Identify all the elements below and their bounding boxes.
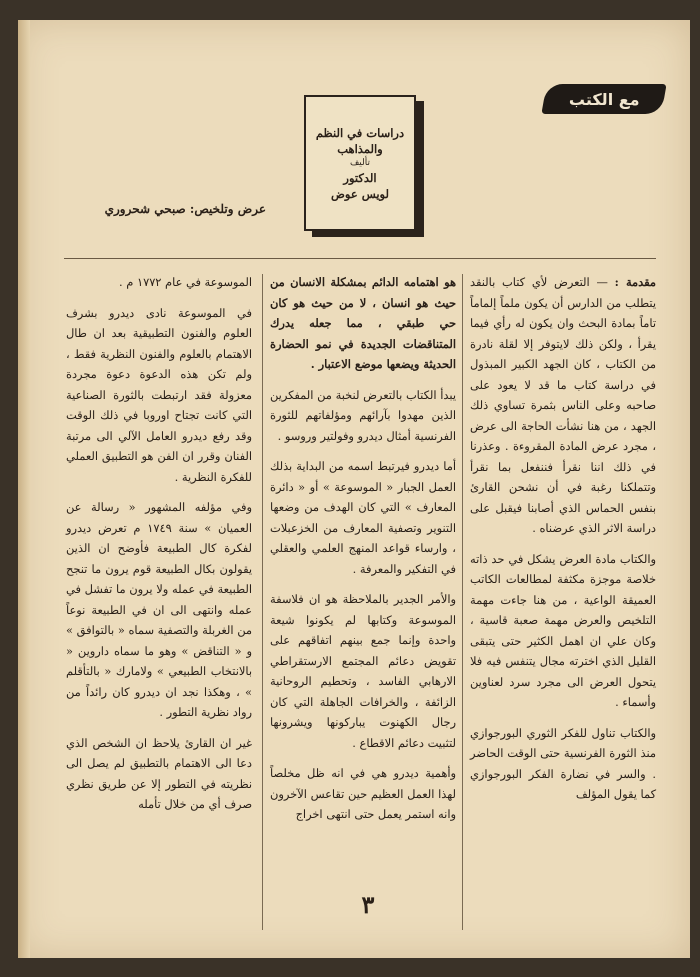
book-by: تأليف: [349, 157, 371, 168]
paragraph: وأهمية ديدرو هي في انه ظل مخلصاً لهذا العمل العظيم حين تقاعس الآخرون وانه استمر يعمل حتى انتهى اخراج: [270, 766, 456, 821]
header-divider: [64, 258, 656, 259]
binding-edge: [18, 20, 30, 958]
reviewer-credit: عرض وتلخيص: صبحي شحروري: [104, 202, 266, 216]
intro-label: مقدمة :: [614, 275, 656, 289]
column-middle: [270, 272, 456, 835]
book-illustration: [304, 95, 424, 235]
column-right: [470, 272, 656, 815]
column-separator: [262, 274, 263, 930]
paragraph: الموسوعة في عام ١٧٧٢ م .: [119, 275, 252, 289]
book-title-line-1: دراسات في النظم: [315, 125, 405, 140]
paragraph: أما ديدرو فيرتبط اسمه من البداية بذلك العمل الجبار « الموسوعة » أو « دائرة المعارف » التي كان الهدف من وضعها التنوير وتصفية المعارف من الخزعبلات ، وارساء قواعد المنهج العلمي والعقلي في التفكير والمعرفة .: [270, 459, 456, 576]
paragraph: والأمر الجدير بالملاحظة هو ان فلاسفة الموسوعة وكتابها لم يكونوا شيعة واحدة وإنما جمع بينهم اتفاقهم على تقويض دعائم المجتمع الارستقراطي الارهابي الفاسد ، وتحطيم الروحانية الزائفة ، والخرافات الجاهلة التي كان رجال الكهنوت يباركونها ويشرونها لتثبيت دعائم الاقطاع .: [270, 592, 456, 750]
paragraph: يبدأ الكتاب بالتعرض لنخبة من المفكرين الذين مهدوا بآرائهم ومؤلفاتهم للثورة الفرنسية أمثال ديدرو وفولتير وروسو .: [270, 387, 456, 443]
column-left: [66, 272, 252, 825]
paragraph: غير ان القارئ يلاحظ ان الشخص الذي دعا الى الاهتمام بالتطبيق لم يصل الى نظريته في التطور إلا عن طريق نظري صرف أي من خلال تأمله: [66, 735, 252, 811]
column-separator: [462, 274, 463, 930]
paragraph-bold: هو اهتمامه الدائم بمشكلة الانسان من حيث هو انسان ، لا من حيث هو كان حي طبقي ، مما جعله يدرك المتناقضات الجديدة في نمو الحضارة الحديثة ويضعها موضع الاعتبار .: [270, 275, 456, 371]
book-author-line-1: الدكتور: [343, 170, 377, 185]
paragraph: وفي مؤلفه المشهور « رسالة عن العميان » سنة ١٧٤٩ م تعرض ديدرو لفكرة كال الطبيعة فأوضح ان الذين يقولون بكال الطبيعة قوم يرون ما تنجح الطبيعة في عمله ولا يرون ما تفشل في عمله وانتهى الى ان في الطبيعة نوعاً من الغربلة والتصفية سماه « بالتوافق » و « التناقض » وهو ما سماه داروين « بالانتخاب الطبيعي » ولامارك « بالتأقلم » ، وهكذا نجد ان ديدرو كان رائداً من رواد نظرية التطور .: [66, 500, 252, 719]
paragraph: والكتاب مادة العرض يشكل في حد ذاته خلاصة موجزة مكثفة لمطالعات الكاتب العميقة الواعية ، من هنا جاءت مهمة التلخيص والعرض مهمة صعبة قاسية ، وكان علي ان اهمل الكثير حتى يتبقى القليل الذي اخترته مجال يتنفس فيه فلا يتحول العرض الى مجرد سرد لعناوين وأسماء .: [470, 551, 656, 709]
section-ribbon-label: مع الكتب: [568, 89, 640, 109]
book-author-line-2: لويس عوض: [330, 186, 390, 201]
paragraph: مقدمة : — التعرض لأي كتاب بالنقد يتطلب من الدارس أن يكون ملماً إلماماً تاماً بمادة البحث وان يكون له رأي فيما يقرأ ، ولكن ذلك لايتوفر إلا لقلة نادرة من الكتاب ، كان الجهد الكبير المبذول في دراسة كتاب ما قد لا يعود على صاحبه وعلى الناس بثمرة تساوي ذلك الجهد ، من هنا نشأت الحاجة الى عرض ، مجرد عرض المادة المقروءة . وعذرنا في ذلك اننا نقرأ فننفعل بما نقرأ وتتملكنا رغبة في أن نشحن القارئ بنفس الحماس الذي أصابنا فيقبل على دراسة الاثر الذي عرضناه .: [470, 275, 656, 535]
book-title-line-2: والمذاهب: [337, 141, 383, 156]
document-page: [18, 20, 690, 958]
page-number: ٣: [361, 890, 375, 919]
book-cover: [304, 95, 416, 231]
section-ribbon: [541, 84, 666, 114]
paragraph: والكتاب تناول للفكر الثوري البورجوازي منذ الثورة الفرنسية حتى الوقت الحاضر . والسر في نضارة الفكر البورجوازي كما يقول المؤلف: [470, 725, 656, 801]
paragraph: في الموسوعة نادى ديدرو بشرف العلوم والفنون التطبيقية بعد ان طال الاهتمام بالعلوم والفنون النظرية فقط ، ولم تكن هذه الدعوة دعوة مجردة معزولة فقد ارتبطت بالثورة الصناعية التي كانت تجتاح اوروبا في ذلك الوقت وقد رفع ديدرو العامل الآلي الى مرتبة الفنان وقرر ان الفن هو التطبيق العملي للفكرة النظرية .: [66, 305, 252, 484]
